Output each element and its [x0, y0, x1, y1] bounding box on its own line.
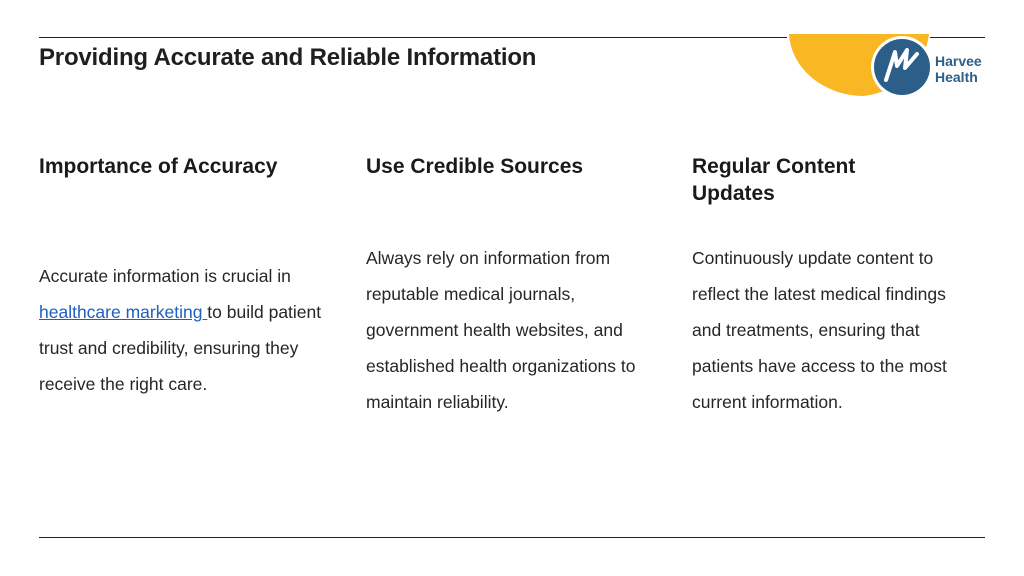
logo-text-health: Health [935, 69, 978, 85]
column-use-credible-sources [366, 153, 651, 412]
bottom-divider [39, 537, 985, 538]
column-heading: Importance of Accuracy [39, 155, 278, 178]
healthcare-marketing-link[interactable]: healthcare marketing [39, 302, 208, 322]
logo-wordmark [935, 53, 982, 85]
column-regular-content-updates [692, 153, 977, 412]
column-body [39, 258, 324, 402]
column-body: Always rely on information from reputable medical journals, government health websites, and established health organizations to maintain reliability. [366, 248, 636, 412]
column-body: Continuously update content to reflect the latest medical findings and treatments, ensuring that patients have access to the most current information. [692, 248, 947, 412]
column-heading: Regular Content Updates [692, 155, 856, 205]
page-title: Providing Accurate and Reliable Information [39, 44, 537, 71]
column-heading: Use Credible Sources [366, 155, 584, 178]
column-importance-of-accuracy [39, 153, 324, 394]
body-text: Accurate information is crucial in [39, 266, 291, 286]
logo-text-harvee: Harvee [935, 53, 982, 69]
top-divider [39, 37, 787, 38]
body-text: to build patient trust and credibility, ensuring they receive the right care. [39, 302, 322, 394]
